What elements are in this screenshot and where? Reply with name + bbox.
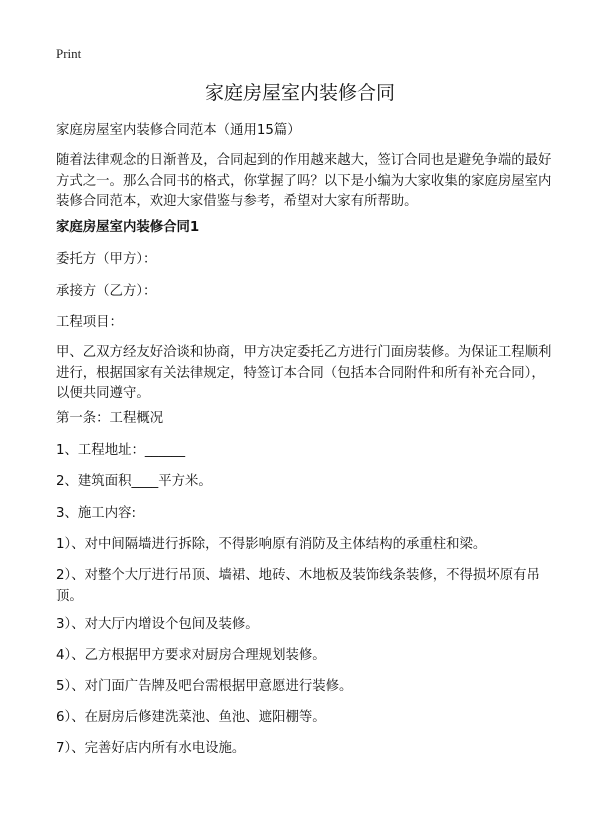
- client-line: 委托方（甲方）：: [56, 252, 157, 267]
- document-title: 家庭房屋室内装修合同: [204, 82, 395, 104]
- project-line: 工程项目：: [56, 315, 123, 330]
- list-item: 4）、乙方根据甲方要求对厨房合理规划装修。: [56, 648, 326, 663]
- area-line: 2、建筑面积____平方米。: [56, 474, 212, 489]
- list-item: 2）、对整个大厅进行吊顶、墙裙、地砖、木地板及装饰线条装修，不得损坏原有吊顶。: [56, 568, 540, 604]
- print-link[interactable]: Print: [56, 46, 82, 61]
- list-item: 3）、对大厅内增设个包间及装修。: [56, 617, 259, 632]
- preamble-paragraph: 甲、乙双方经友好洽谈和协商，甲方决定委托乙方进行门面房装修。为保证工程顺利进行，根据国家有关法律规定，特签订本合同（包括本合同附件和所有补充合同），以便共同遵守。: [56, 345, 552, 401]
- document-subtitle: 家庭房屋室内装修合同范本（通用15篇）: [56, 123, 301, 138]
- list-item: 1）、对中间隔墙进行拆除，不得影响原有消防及主体结构的承重柱和梁。: [56, 537, 487, 552]
- list-item: 5）、对门面广告牌及吧台需根据甲意愿进行装修。: [56, 679, 353, 694]
- intro-paragraph: 随着法律观念的日渐普及，合同起到的作用越来越大，签订合同也是避免争端的最好方式之一。那么合同书的格式，你掌握了吗？以下是小编为大家收集的家庭房屋室内装修合同范本，欢迎大家借鉴与参考，希望对大家有所帮助。: [56, 153, 552, 209]
- section-heading: 家庭房屋室内装修合同1: [56, 220, 200, 235]
- address-line: 1、工程地址：______: [56, 443, 186, 458]
- scope-line: 3、施工内容:: [56, 506, 136, 521]
- list-item: 6）、在厨房后修建洗菜池、鱼池、遮阳棚等。: [56, 710, 326, 725]
- contractor-line: 承接方（乙方）：: [56, 284, 157, 299]
- article-heading: 第一条：工程概况: [56, 411, 164, 426]
- list-item: 7）、完善好店内所有水电设施。: [56, 741, 246, 756]
